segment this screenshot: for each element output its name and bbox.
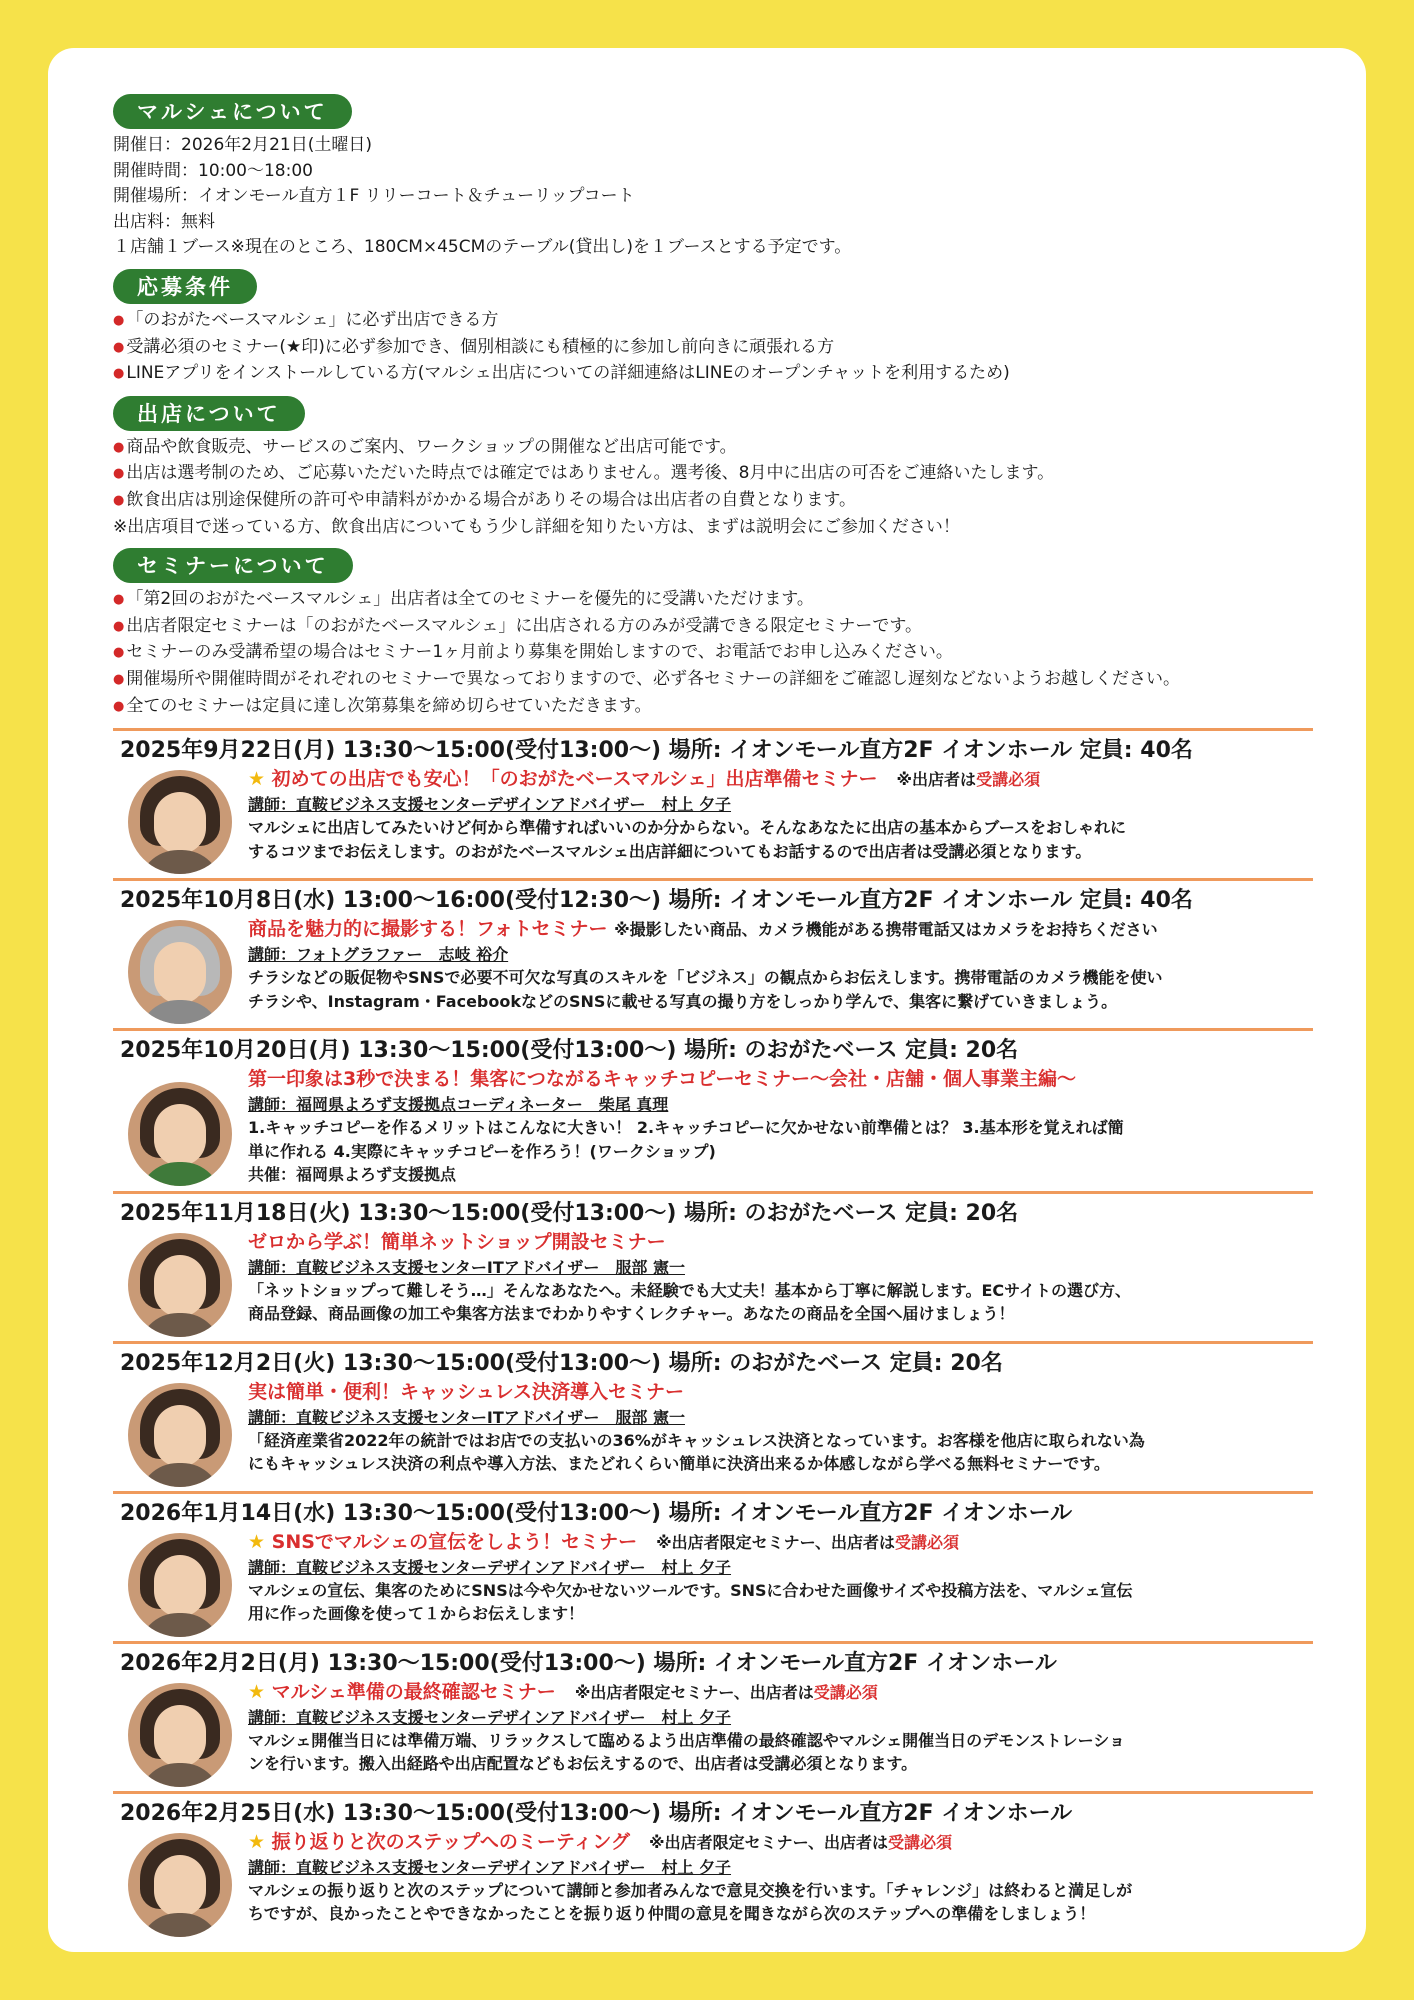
seminar-header: 2026年1月14日(水) 13:30〜15:00(受付13:00〜) 場所: イオンモール直方2F イオンホール xyxy=(120,1500,1073,1526)
seminar-block xyxy=(113,1028,1313,1191)
seminar-info-item: ● 開催場所や開催時間がそれぞれのセミナーで異なっておりますので、必ず各セミナーの詳細をご確認し遅刻などないようお越しください。 xyxy=(113,667,1313,694)
seminar-note: ※出店者限定セミナー、出店者は受講必須 xyxy=(649,1832,952,1852)
conditions-item: ● LINEアプリをインストールしている方(マルシェ出店についての詳細連絡はLINEのオープンチャットを利用するため) xyxy=(113,361,1313,388)
conditions-section xyxy=(113,269,1313,388)
seminar-header: 2025年9月22日(月) 13:30〜15:00(受付13:00〜) 場所: イオンモール直方2F イオンホール 定員: 40名 xyxy=(120,738,1193,764)
seminar-instructor: 講師：直鞍ビジネス支援センターITアドバイザー 服部 憲一 xyxy=(248,1407,685,1427)
flyer-card xyxy=(48,48,1366,1952)
star-icon: ★ xyxy=(248,1830,266,1853)
seminar-desc-line: 用に作った画像を使って１からお伝えします！ xyxy=(248,1604,585,1624)
instructor-photo xyxy=(128,1082,232,1186)
seminar-title: 商品を魅力的に撮影する！フォトセミナー ※撮影したい商品、カメラ機能がある携帯電話又はカメラをお持ちください xyxy=(248,918,1158,941)
about-line: 開催場所：イオンモール直方１F リリーコート＆チューリップコート xyxy=(113,186,635,207)
instructor-photo xyxy=(128,1833,232,1937)
conditions-item: ● 受講必須のセミナー(★印)に必ず参加でき、個別相談にも積極的に参加し前向きに頑張れる方 xyxy=(113,335,1313,362)
seminar-title: ★ 初めての出店でも安心！「のおがたベースマルシェ」出店準備セミナー ※出店者は受講必須 xyxy=(248,768,1041,791)
instructor-photo xyxy=(128,770,232,874)
seminar-desc-line: マルシェの振り返りと次のステップについて講師と参加者みんなで意見交換を行います。「チャレンジ」は終わると満足しが xyxy=(248,1880,1133,1900)
instructor-photo xyxy=(128,1383,232,1487)
seminar-title: ゼロから学ぶ！簡単ネットショップ開設セミナー xyxy=(248,1230,666,1253)
instructor-photo xyxy=(128,1233,232,1337)
seminar-info-item: ● 出店者限定セミナーは「のおがたベースマルシェ」に出店される方のみが受講できる限定セミナーです。 xyxy=(113,614,1313,641)
seminar-desc-line: 「ネットショップって難しそう…」そんなあなたへ。未経験でも大丈夫！基本から丁寧に解説します。ECサイトの選び方、 xyxy=(248,1280,1131,1300)
about-line: 出店料：無料 xyxy=(113,211,215,232)
conditions-item: ● 「のおがたベースマルシェ」に必ず出店できる方 xyxy=(113,308,1313,335)
seminar-desc-line: 1.キャッチコピーを作るメリットはこんなに大きい！ 2.キャッチコピーに欠かせない前準備とは？ 3.基本形を覚えれば簡 xyxy=(248,1118,1124,1138)
about-line: 開催時間：10:00〜18:00 xyxy=(113,160,313,181)
seminar-header: 2025年10月20日(月) 13:30〜15:00(受付13:00〜) 場所: のおがたベース 定員: 20名 xyxy=(120,1038,1019,1064)
instructor-photo xyxy=(128,1683,232,1787)
seminar-block xyxy=(113,878,1313,1028)
seminar-header: 2026年2月25日(水) 13:30〜15:00(受付13:00〜) 場所: イオンモール直方2F イオンホール xyxy=(120,1800,1073,1826)
seminar-desc-line: 単に作れる 4.実際にキャッチコピーを作ろう！(ワークショップ) xyxy=(248,1141,716,1161)
about-heading: マルシェについて xyxy=(113,94,352,129)
conditions-heading: 応募条件 xyxy=(113,269,257,304)
seminar-instructor: 講師：フォトグラファー 志岐 裕介 xyxy=(248,945,509,965)
seminar-block xyxy=(113,1491,1313,1641)
about-line: 開催日：2026年2月21日(土曜日) xyxy=(113,135,372,155)
seminar-note: ※出店者限定セミナー、出店者は受講必須 xyxy=(656,1532,960,1552)
seminar-title: ★ マルシェ準備の最終確認セミナー ※出店者限定セミナー、出店者は受講必須 xyxy=(248,1680,878,1703)
seminar-cohost: 共催：福岡県よろず支援拠点 xyxy=(248,1165,457,1185)
seminar-instructor: 講師：直鞍ビジネス支援センターデザインアドバイザー 村上 夕子 xyxy=(248,795,732,815)
seminar-header: 2025年10月8日(水) 13:00〜16:00(受付12:30〜) 場所: イオンモール直方2F イオンホール 定員: 40名 xyxy=(120,888,1193,914)
shop-item: ● 出店は選考制のため、ご応募いただいた時点では確定ではありません。選考後、8月中に出店の可否をご連絡いたします。 xyxy=(113,461,1313,488)
seminar-block xyxy=(113,1791,1313,1941)
seminar-info-heading: セミナーについて xyxy=(113,548,353,583)
seminar-note: ※出店者は受講必須 xyxy=(896,770,1041,790)
seminar-instructor: 講師：直鞍ビジネス支援センターデザインアドバイザー 村上 夕子 xyxy=(248,1857,732,1877)
seminar-info-section xyxy=(113,548,1313,720)
instructor-photo xyxy=(128,920,232,1024)
seminar-instructor: 講師：直鞍ビジネス支援センターITアドバイザー 服部 憲一 xyxy=(248,1257,685,1277)
flyer-content xyxy=(113,94,1313,1941)
seminar-desc-line: チラシなどの販促物やSNSで必要不可欠な写真のスキルを「ビジネス」の観点からお伝えします。携帯電話のカメラ機能を使い xyxy=(248,968,1163,988)
seminar-block xyxy=(113,1191,1313,1341)
seminar-desc-line: 商品登録、商品画像の加工や集客方法までわかりやすくレクチャー。あなたの商品を全国へ届けましょう！ xyxy=(248,1304,1015,1324)
seminar-info-item: ● 全てのセミナーは定員に達し次第募集を締め切らせていただきます。 xyxy=(113,694,1313,721)
seminar-title: 第一印象は3秒で決まる！集客につながるキャッチコピーセミナー〜会社・店舗・個人事業主編〜 xyxy=(248,1068,1076,1091)
seminar-instructor: 講師：直鞍ビジネス支援センターデザインアドバイザー 村上 夕子 xyxy=(248,1557,732,1577)
seminar-block xyxy=(113,1641,1313,1791)
seminar-header: 2026年2月2日(月) 13:30〜15:00(受付13:00〜) 場所: イオンモール直方2F イオンホール xyxy=(120,1650,1057,1676)
star-icon: ★ xyxy=(248,768,266,791)
seminar-desc-line: マルシェに出店してみたいけど何から準備すればいいのか分からない。そんなあなたに出店の基本からブースをおしゃれに xyxy=(248,818,1127,838)
seminar-title: ★ 振り返りと次のステップへのミーティング ※出店者限定セミナー、出店者は受講必須 xyxy=(248,1830,952,1853)
seminar-instructor: 講師：直鞍ビジネス支援センターデザインアドバイザー 村上 夕子 xyxy=(248,1707,732,1727)
seminar-desc-line: するコツまでお伝えします。のおがたベースマルシェ出店詳細についてもお話するので出店者は受講必須となります。 xyxy=(248,841,1092,861)
shop-note: ※出店項目で迷っている方、飲食出店についてもう少し詳細を知りたい方は、まずは説明会にご参加ください！ xyxy=(113,516,960,537)
seminar-info-item: ● 「第2回のおがたベースマルシェ」出店者は全てのセミナーを優先的に受講いただけます。 xyxy=(113,587,1313,614)
seminar-block xyxy=(113,728,1313,878)
seminar-instructor: 講師：福岡県よろず支援拠点コーディネーター 柴尾 真理 xyxy=(248,1095,669,1115)
seminar-header: 2025年12月2日(火) 13:30〜15:00(受付13:00〜) 場所: のおがたベース 定員: 20名 xyxy=(120,1350,1003,1376)
seminar-title: ★ SNSでマルシェの宣伝をしよう！セミナー ※出店者限定セミナー、出店者は受講必須 xyxy=(248,1530,960,1553)
star-icon: ★ xyxy=(248,1530,266,1553)
seminar-desc-line: にもキャッシュレス決済の利点や導入方法、またどれくらい簡単に決済出来るか体感しながら学べる無料セミナーです。 xyxy=(248,1454,1110,1474)
seminar-desc-line: 「経済産業省2022年の統計ではお店での支払いの36%がキャッシュレス決済となっています。お客様を他店に取られない為 xyxy=(248,1430,1145,1450)
about-section xyxy=(113,94,1313,261)
star-icon: ★ xyxy=(248,1680,266,1703)
seminar-note: ※撮影したい商品、カメラ機能がある携帯電話又はカメラをお持ちください xyxy=(614,920,1158,940)
seminar-desc-line: マルシェ開催当日には準備万端、リラックスして臨めるよう出店準備の最終確認やマルシェ開催当日のデモンストレーショ xyxy=(248,1730,1125,1750)
seminar-block xyxy=(113,1341,1313,1491)
seminar-note: ※出店者限定セミナー、出店者は受講必須 xyxy=(574,1682,878,1702)
seminar-desc-line: チラシや、Instagram・FacebookなどのSNSに載せる写真の撮り方をしっかり学んで、集客に繋げていきましょう。 xyxy=(248,991,1118,1011)
shop-item: ● 商品や飲食販売、サービスのご案内、ワークショップの開催など出店可能です。 xyxy=(113,435,1313,462)
seminar-info-item: ● セミナーのみ受講希望の場合はセミナー1ヶ月前より募集を開始しますので、お電話でお申し込みください。 xyxy=(113,640,1313,667)
about-line: １店舗１ブース※現在のところ、180CM×45CMのテーブル(貸出し)を１ブースとする予定です。 xyxy=(113,237,852,258)
seminar-desc-line: ちですが、良かったことやできなかったことを振り返り仲間の意見を聞きながら次のステップへの準備をしましょう！ xyxy=(248,1904,1096,1924)
seminar-desc-line: マルシェの宣伝、集客のためにSNSは今や欠かせないツールです。SNSに合わせた画像サイズや投稿方法を、マルシェ宣伝 xyxy=(248,1580,1133,1600)
shop-section xyxy=(113,396,1313,540)
seminar-title: 実は簡単・便利！キャッシュレス決済導入セミナー xyxy=(248,1380,685,1403)
seminar-header: 2025年11月18日(火) 13:30〜15:00(受付13:00〜) 場所: のおがたベース 定員: 20名 xyxy=(120,1200,1019,1226)
instructor-photo xyxy=(128,1533,232,1637)
seminar-desc-line: ンを行います。搬入出経路や出店配置などもお伝えするので、出店者は受講必須となります。 xyxy=(248,1754,918,1774)
shop-heading: 出店について xyxy=(113,396,305,431)
shop-item: ● 飲食出店は別途保健所の許可や申請料がかかる場合がありその場合は出店者の自費となります。 xyxy=(113,488,1313,515)
